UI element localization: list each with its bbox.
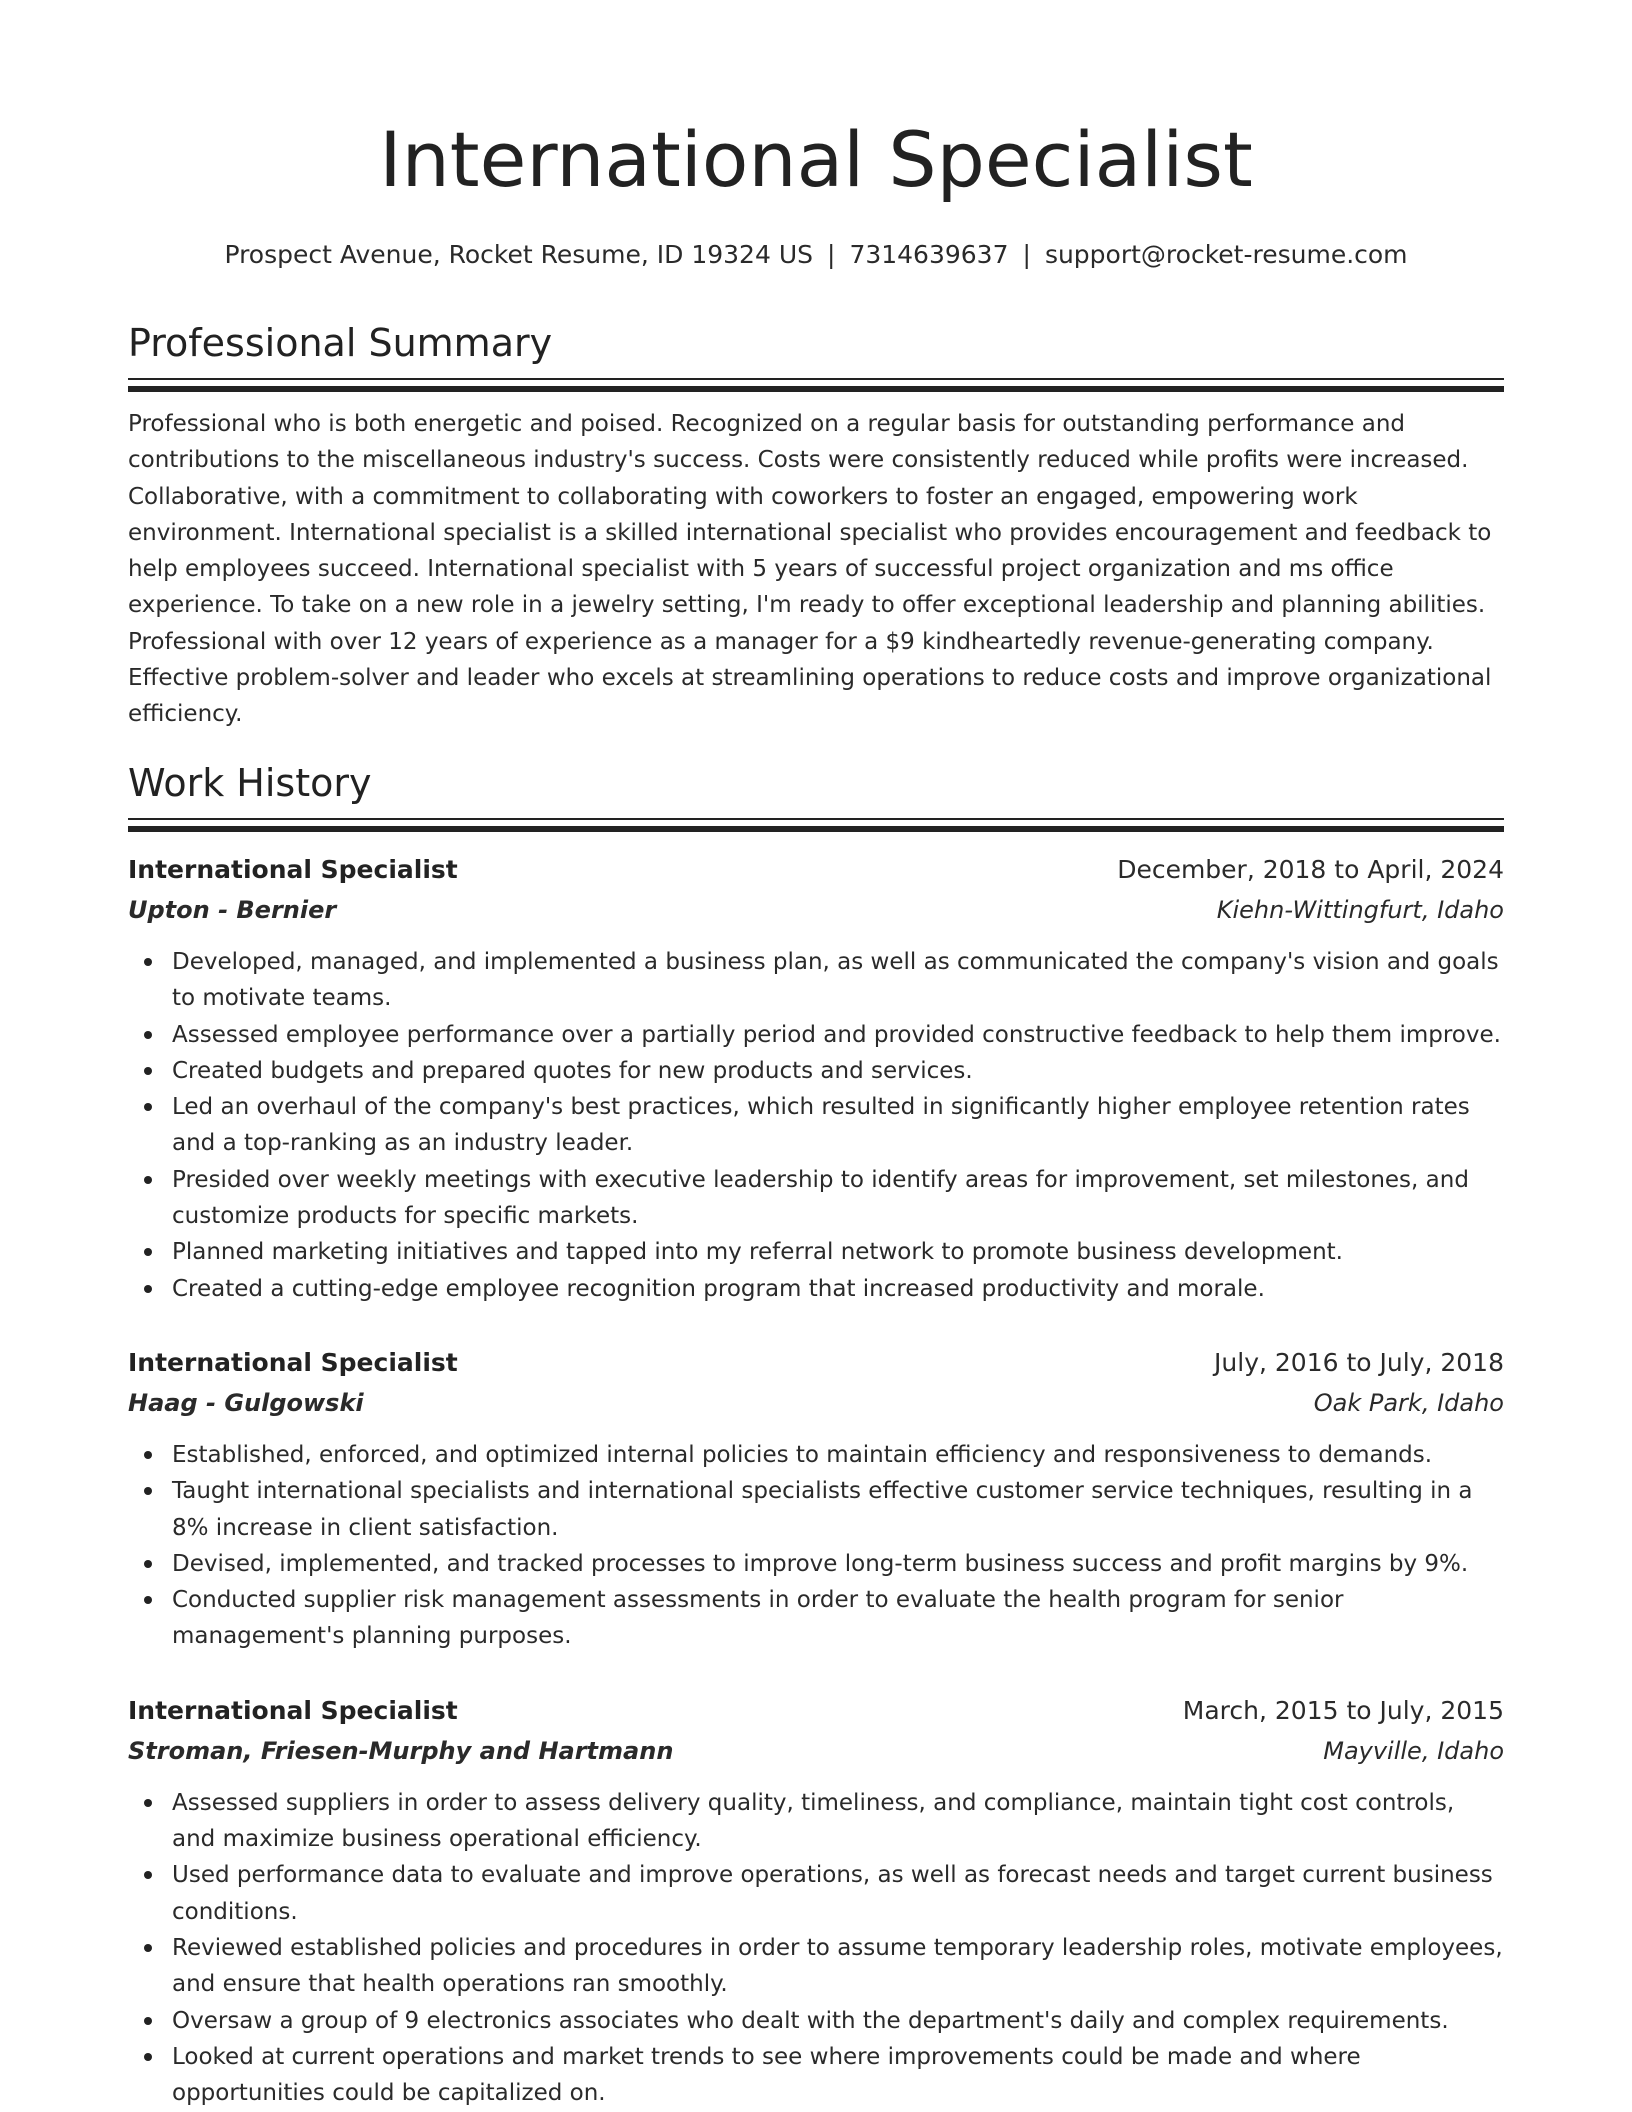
job-entry <box>128 1691 1504 2112</box>
bullet-icon <box>144 1031 152 1039</box>
job-company: Haag - Gulgowski <box>128 1388 364 1417</box>
job-bullets <box>128 1785 1504 2112</box>
job-title: International Specialist <box>128 1347 458 1377</box>
contact-separator: | <box>827 240 836 269</box>
bullet-icon <box>144 2053 152 2061</box>
bullet-item <box>128 1234 1504 1270</box>
contact-line <box>128 240 1504 270</box>
bullet-icon <box>144 1248 152 1256</box>
bullet-icon <box>144 1944 152 1952</box>
contact-phone: 7314639637 <box>849 240 1009 269</box>
bullet-text: Created a cutting-edge employee recognition program that increased productivity and morale. <box>172 1275 1265 1302</box>
bullet-icon <box>144 1799 152 1807</box>
bullet-icon <box>144 1103 152 1111</box>
job-company: Upton - Bernier <box>128 896 337 924</box>
job-entry <box>128 1343 1504 1655</box>
bullet-icon <box>144 2017 152 2025</box>
bullet-text: Conducted supplier risk management assessments in order to evaluate the health program for senior management's planning purposes. <box>172 1587 1344 1650</box>
bullet-item <box>128 1162 1504 1235</box>
job-location: Mayville, Idaho <box>1323 1736 1504 1765</box>
bullet-text: Looked at current operations and market trends to see where improvements could be made and where opportunities could be capitalized on. <box>172 2043 1361 2107</box>
job-entry <box>128 850 1504 1307</box>
job-company: Stroman, Friesen-Murphy and Hartmann <box>128 1736 674 1765</box>
bullet-icon <box>144 1176 152 1184</box>
job-location: Kiehn-Wittingfurt, Idaho <box>1216 896 1504 924</box>
job-dates: July, 2016 to July, 2018 <box>1214 1347 1504 1377</box>
section-rule <box>128 826 1504 832</box>
bullet-text: Created budgets and prepared quotes for new products and services. <box>172 1057 973 1084</box>
bullet-text: Planned marketing initiatives and tapped into my referral network to promote business development. <box>172 1239 1343 1266</box>
bullet-item <box>128 1437 1504 1473</box>
bullet-icon <box>144 1560 152 1568</box>
bullet-item <box>128 1271 1504 1307</box>
bullet-item <box>128 1017 1504 1053</box>
bullet-text: Oversaw a group of 9 electronics associates who dealt with the department's daily and complex requirements. <box>172 2007 1449 2034</box>
bullet-text: Developed, managed, and implemented a business plan, as well as communicated the company's vision and goals to motivate teams. <box>172 949 1499 1012</box>
bullet-icon <box>144 1871 152 1879</box>
bullet-item <box>128 1930 1504 2003</box>
section-title: Professional Summary <box>128 321 553 365</box>
bullet-text: Assessed suppliers in order to assess delivery quality, timeliness, and compliance, maintain tight cost controls, and maximize business operational efficiency. <box>172 1789 1455 1853</box>
section-rule <box>128 818 1504 820</box>
bullet-icon <box>144 1451 152 1459</box>
bullet-item <box>128 1546 1504 1582</box>
bullet-item <box>128 2003 1504 2039</box>
bullet-text: Presided over weekly meetings with executive leadership to identify areas for improvement, set milestones, and customize products for specific markets. <box>172 1166 1469 1230</box>
summary-text: Professional who is both energetic and poised. Recognized on a regular basis for outstanding performance and contributions to the miscellaneous industry's success. Costs were consistently reduced while profits were increased. Collaborative, with a commitment to collaborating with coworkers to foster an engaged, empowering work environment. International specialist is a skilled international specialist who provides encouragement and feedback to help employees succeed. International specialist with 5 years of successful project organization and ms office experience. To take on a new role in a jewelry setting, I'm ready to offer exceptional leadership and planning abilities. Professional with over 12 years of experience as a manager for a $9 kindheartedly revenue-generating company. Effective problem-solver and leader who excels at streamlining operations to reduce costs and improve organizational efficiency. <box>128 411 1492 728</box>
job-dates: December, 2018 to April, 2024 <box>1117 855 1504 884</box>
bullet-text: Taught international specialists and international specialists effective customer service techniques, resulting in a 8% increase in client satisfaction. <box>172 1478 1473 1541</box>
bullet-item <box>128 1582 1504 1655</box>
bullet-icon <box>144 1285 152 1293</box>
section-rule <box>128 378 1504 380</box>
bullet-item <box>128 944 1504 1017</box>
bullet-item <box>128 1053 1504 1089</box>
contact-separator: | <box>1022 240 1031 269</box>
job-dates: March, 2015 to July, 2015 <box>1182 1695 1504 1725</box>
contact-address: Prospect Avenue, Rocket Resume, ID 19324 US <box>224 240 813 269</box>
job-title: International Specialist <box>128 1695 458 1725</box>
contact-email[interactable]: support@rocket-resume.com <box>1044 240 1408 269</box>
bullet-text: Led an overhaul of the company's best practices, which resulted in significantly higher employee retention rates and a top-ranking as an industry leader. <box>172 1094 1470 1157</box>
bullet-item <box>128 1857 1504 1930</box>
bullet-icon <box>144 958 152 966</box>
bullet-item <box>128 1089 1504 1162</box>
work-history-section <box>128 760 1504 2111</box>
bullet-text: Reviewed established policies and procedures in order to assume temporary leadership roles, motivate employees, and ensure that health operations ran smoothly. <box>172 1934 1503 1998</box>
bullet-item <box>128 1785 1504 1858</box>
bullet-text: Devised, implemented, and tracked processes to improve long-term business success and profit margins by 9%. <box>172 1550 1469 1577</box>
section-rule <box>128 386 1504 392</box>
bullet-text: Assessed employee performance over a partially period and provided constructive feedback to help them improve. <box>172 1021 1501 1048</box>
job-title: International Specialist <box>128 855 458 884</box>
bullet-text: Established, enforced, and optimized internal policies to maintain efficiency and responsiveness to demands. <box>172 1441 1433 1468</box>
job-location: Oak Park, Idaho <box>1313 1388 1504 1417</box>
resume-name: International Specialist <box>379 115 1253 204</box>
bullet-icon <box>144 1487 152 1495</box>
bullet-icon <box>144 1067 152 1075</box>
job-bullets <box>128 944 1504 1307</box>
job-bullets <box>128 1437 1504 1655</box>
professional-summary-section <box>128 320 1504 733</box>
section-title: Work History <box>128 761 372 805</box>
bullet-item <box>128 1473 1504 1546</box>
bullet-item <box>128 2039 1504 2112</box>
bullet-icon <box>144 1596 152 1604</box>
bullet-text: Used performance data to evaluate and improve operations, as well as forecast needs and target current business conditions. <box>172 1862 1493 1925</box>
